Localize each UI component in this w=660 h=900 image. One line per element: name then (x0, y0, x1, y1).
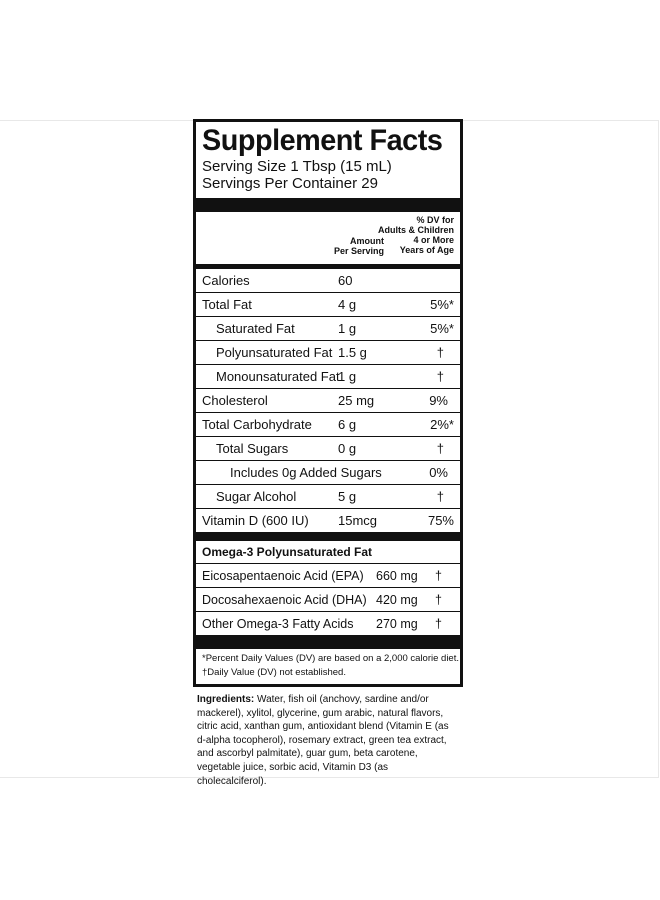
omega-amount: 660 mg (376, 569, 418, 583)
nutrient-row (196, 437, 460, 461)
nutrient-amount: 5 g (338, 489, 357, 504)
divider-thick (196, 635, 460, 649)
label-title: Supplement Facts (202, 124, 443, 157)
nutrient-amount: 1 g (338, 369, 357, 384)
nutrient-dv: 5%* (430, 297, 454, 312)
footnote-not-established: †Daily Value (DV) not established. (202, 667, 346, 678)
nutrient-name: Polyunsaturated Fat (216, 345, 333, 360)
nutrient-row (196, 293, 460, 317)
nutrient-dv: † (436, 369, 444, 384)
nutrient-table (202, 269, 454, 532)
ingredients (197, 693, 459, 788)
nutrient-row (196, 413, 460, 437)
nutrient-amount: 1.5 g (338, 345, 367, 360)
omega-name: Other Omega-3 Fatty Acids (202, 617, 354, 631)
column-header (196, 212, 460, 269)
nutrient-row (196, 461, 460, 485)
omega-dv: † (435, 617, 442, 631)
servings-per-container: Servings Per Container 29 (202, 175, 378, 192)
nutrient-row (196, 485, 460, 509)
amount-header-line: Amount (350, 236, 384, 246)
ingredients-heading: Ingredients: (197, 694, 255, 705)
nutrient-dv: 9% (429, 393, 448, 408)
omega-row (196, 612, 460, 635)
divider-medium (196, 532, 460, 541)
serving-size: Serving Size 1 Tbsp (15 mL) (202, 158, 392, 175)
nutrient-dv: † (436, 489, 444, 504)
nutrient-row (196, 509, 460, 532)
dv-header-line: Years of Age (399, 245, 454, 255)
nutrient-name: Total Carbohydrate (202, 417, 312, 432)
nutrient-amount: 15mcg (338, 513, 378, 528)
nutrient-name: Total Fat (202, 297, 252, 312)
ingredients-text: Water, fish oil (anchovy, sardine and/or mackerel), xylitol, glycerine, gum arabic, natural flavors, citric acid, xanthan gum, antioxidant blend (Vitamin E (as d-alpha tocopherol), rosemary extract, green tea extract, and ascorbyl palmitate), guar gum, beta carotene, vegetable juice, sorbic acid, Vitamin D3 (as cholecalciferol). (197, 694, 449, 787)
nutrient-row (196, 341, 460, 365)
dv-header-line: % DV for (416, 215, 454, 225)
omega-dv: † (435, 593, 442, 607)
nutrient-name: Saturated Fat (216, 321, 295, 336)
nutrient-row (196, 269, 460, 293)
nutrient-row (196, 317, 460, 341)
footnote-dv: *Percent Daily Values (DV) are based on a 2,000 calorie diet. (202, 653, 459, 664)
dv-header-line: 4 or More (413, 235, 454, 245)
nutrient-dv: 75% (427, 513, 454, 528)
amount-header (308, 236, 384, 256)
nutrient-name: Vitamin D (600 IU) (202, 513, 309, 528)
nutrient-name: Cholesterol (202, 393, 268, 408)
nutrient-amount: 25 mg (338, 393, 375, 408)
dv-header (374, 215, 454, 255)
amount-header-line: Per Serving (333, 246, 384, 256)
nutrient-dv: 5%* (430, 321, 454, 336)
nutrient-amount: 60 (338, 273, 353, 288)
omega-name: Eicosapentaenoic Acid (EPA) (202, 569, 364, 583)
nutrient-amount: 6 g (338, 417, 357, 432)
supplement-facts-label (193, 119, 463, 687)
nutrient-name: Calories (202, 273, 250, 288)
nutrient-amount: 1 g (338, 321, 357, 336)
nutrient-amount: 0 g (338, 441, 357, 456)
omega-amount: 420 mg (376, 593, 418, 607)
omega-row (196, 588, 460, 612)
nutrient-row (196, 389, 460, 413)
nutrient-name: Monounsaturated Fat (216, 369, 340, 384)
nutrient-amount: 4 g (338, 297, 357, 312)
nutrient-dv: † (436, 345, 444, 360)
omega-table (202, 564, 454, 635)
omega-section-title: Omega-3 Polyunsaturated Fat (196, 541, 460, 564)
omega-name: Docosahexaenoic Acid (DHA) (202, 593, 367, 607)
nutrient-dv: 0% (429, 465, 448, 480)
divider-thick (196, 198, 460, 212)
nutrient-dv: † (436, 441, 444, 456)
nutrient-dv: 2%* (430, 417, 454, 432)
omega-amount: 270 mg (376, 617, 418, 631)
nutrient-name: Includes 0g Added Sugars (230, 465, 382, 480)
nutrient-name: Sugar Alcohol (216, 489, 297, 504)
dv-header-line: Adults & Children (378, 225, 454, 235)
omega-row (196, 564, 460, 588)
nutrient-name: Total Sugars (216, 441, 289, 456)
nutrient-row (196, 365, 460, 389)
omega-dv: † (435, 569, 442, 583)
